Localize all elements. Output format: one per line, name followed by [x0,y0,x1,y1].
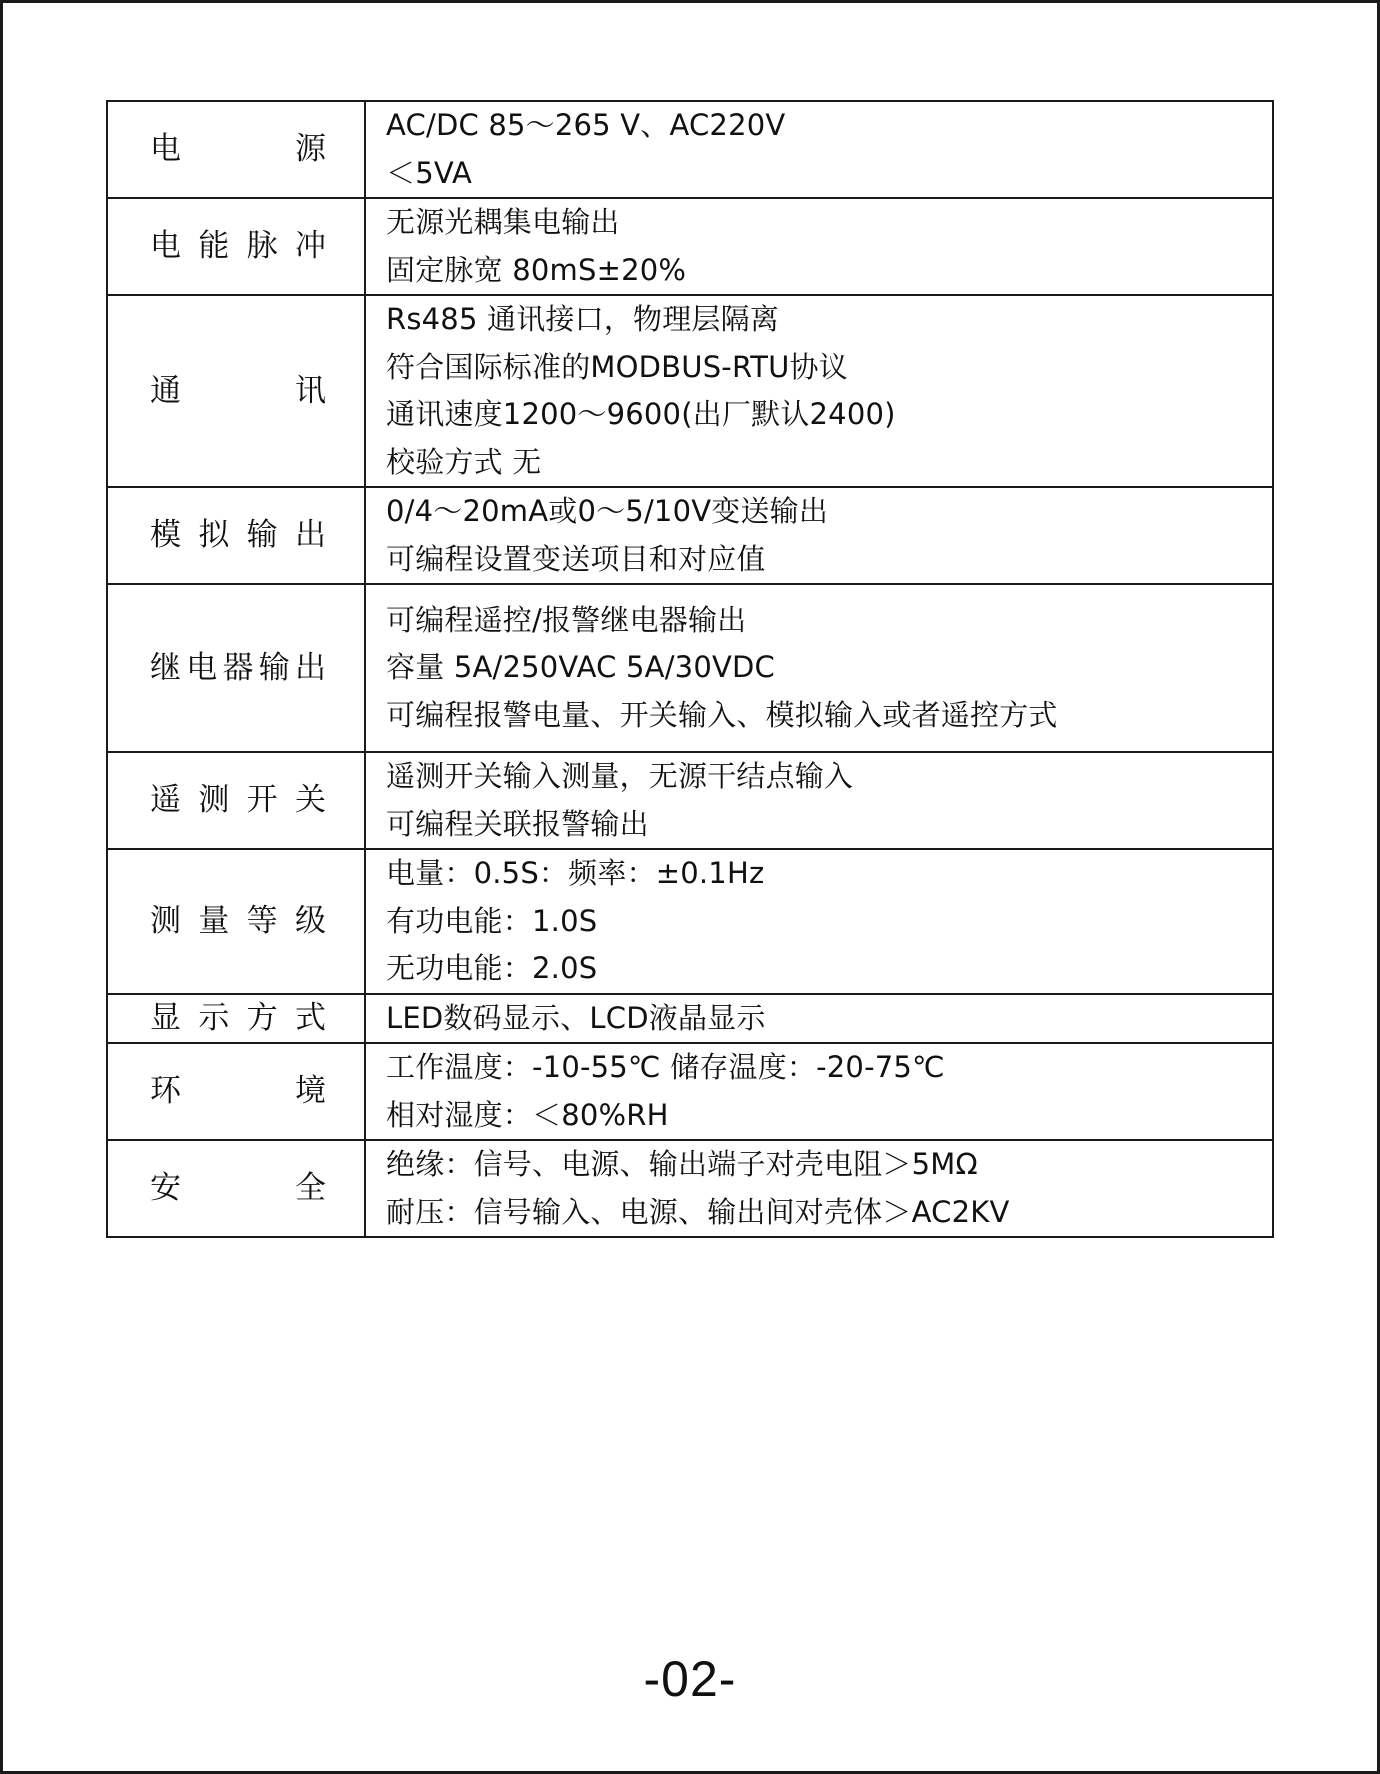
spec-label-cell [107,198,365,295]
spec-label-char: 测 [198,782,230,818]
spec-row [107,295,1273,487]
page-number: -02- [643,1651,737,1707]
spec-label-char: 冲 [294,228,326,264]
spec-value-line: 电量：0.5S：频率：±0.1Hz [386,856,765,890]
spec-value-line: 可编程报警电量、开关输入、模拟输入或者遥控方式 [386,697,1058,732]
spec-value-line: LED数码显示、LCD液晶显示 [386,1000,766,1035]
spec-row [107,584,1273,752]
spec-label [150,1073,326,1109]
spec-row [107,994,1273,1044]
spec-value-line: 容量 5A/250VAC 5A/30VDC [386,650,775,685]
spec-label-char: 开 [246,782,278,818]
spec-label-cell [107,994,365,1044]
spec-label-char: 显 [150,999,181,1036]
spec-value-cell [365,295,1273,487]
spec-table [106,100,1274,1238]
spec-value-line: 有功电能：1.0S [386,903,598,938]
spec-label-char: 器 [222,649,254,686]
spec-table-body [107,101,1273,1237]
spec-value-line: 无源光耦集电输出 [386,205,620,239]
spec-label [150,517,326,553]
spec-row [107,752,1273,849]
spec-label [150,782,326,818]
spec-label-char: 出 [295,649,326,686]
spec-label-char: 输 [258,649,290,686]
spec-label-char: 等 [246,902,278,939]
spec-label-cell [107,849,365,994]
spec-label-char: 模 [150,517,181,553]
spec-label [150,902,326,939]
spec-row [107,101,1273,198]
spec-label-char: 式 [294,999,326,1036]
spec-label-char: 级 [294,902,326,939]
spec-value-line: 可编程关联报警输出 [386,806,649,841]
spec-value-line: 固定脉宽 80mS±20% [386,252,687,287]
spec-value-line: 可编程设置变送项目和对应值 [386,541,766,576]
spec-value-line: 相对湿度：＜80%RH [386,1097,669,1132]
spec-label-char: 量 [198,902,230,939]
spec-label [150,372,326,409]
spec-value-line: 无功电能：2.0S [386,951,598,985]
spec-value-line: Rs485 通讯接口，物理层隔离 [386,302,780,336]
spec-label-char: 电 [150,131,181,167]
spec-value-cell [365,994,1273,1044]
spec-label-char: 出 [294,517,326,553]
spec-label-cell [107,584,365,752]
spec-row [107,487,1273,584]
spec-label-cell [107,295,365,487]
spec-label-char: 源 [295,131,326,167]
spec-label-char: 遥 [150,782,181,818]
spec-value-cell [365,1043,1273,1140]
spec-label-cell [107,1043,365,1140]
spec-label-char: 拟 [198,517,230,553]
spec-label-char: 继 [150,649,181,686]
spec-label-char: 环 [150,1073,181,1109]
spec-label-char: 示 [198,999,230,1036]
spec-value-cell [365,584,1273,752]
spec-value-line: AC/DC 85～265 V、AC220V [386,108,786,142]
spec-row [107,1140,1273,1237]
spec-value-cell [365,1140,1273,1237]
spec-row [107,849,1273,994]
spec-value-cell [365,198,1273,295]
spec-label [150,131,326,167]
spec-label-char: 方 [246,999,278,1036]
spec-label-char: 能 [198,228,230,264]
spec-label-char: 境 [295,1073,326,1109]
spec-value-line: 遥测开关输入测量，无源干结点输入 [386,759,854,793]
spec-label-char: 安 [150,1170,181,1206]
spec-row [107,198,1273,295]
spec-label-char: 关 [294,782,326,818]
spec-value-cell [365,101,1273,198]
spec-label [150,1170,326,1206]
spec-row [107,1043,1273,1140]
spec-value-line: 耐压：信号输入、电源、输出间对壳体＞AC2KV [386,1194,1010,1229]
spec-value-line: 0/4～20mA或0～5/10V变送输出 [386,494,829,528]
spec-value-line: 绝缘：信号、电源、输出端子对壳电阻＞5MΩ [386,1147,978,1181]
spec-label-char: 测 [150,902,181,939]
spec-value-cell [365,849,1273,994]
spec-label-cell [107,487,365,584]
spec-label [150,649,326,686]
spec-value-cell [365,752,1273,849]
spec-value-line: 通讯速度1200～9600(出厂默认2400) [386,397,896,431]
spec-label-char: 电 [186,649,218,686]
spec-label-char: 电 [150,228,181,264]
spec-value-line: 可编程遥控/报警继电器输出 [386,602,747,637]
spec-label [150,228,326,264]
spec-value-line: 校验方式 无 [386,444,542,479]
spec-label [150,999,326,1036]
spec-value-line: 符合国际标准的MODBUS-RTU协议 [386,349,848,384]
spec-label-char: 全 [295,1170,326,1206]
spec-label-cell [107,752,365,849]
spec-label-char: 讯 [295,372,326,409]
spec-label-cell [107,1140,365,1237]
spec-value-line: ＜5VA [386,155,473,190]
spec-label-cell [107,101,365,198]
spec-label-char: 输 [246,517,278,553]
spec-value-cell [365,487,1273,584]
spec-value-line: 工作温度：-10-55℃ 储存温度：-20-75℃ [386,1050,945,1084]
spec-label-char: 脉 [246,228,278,264]
spec-label-char: 通 [150,372,181,409]
